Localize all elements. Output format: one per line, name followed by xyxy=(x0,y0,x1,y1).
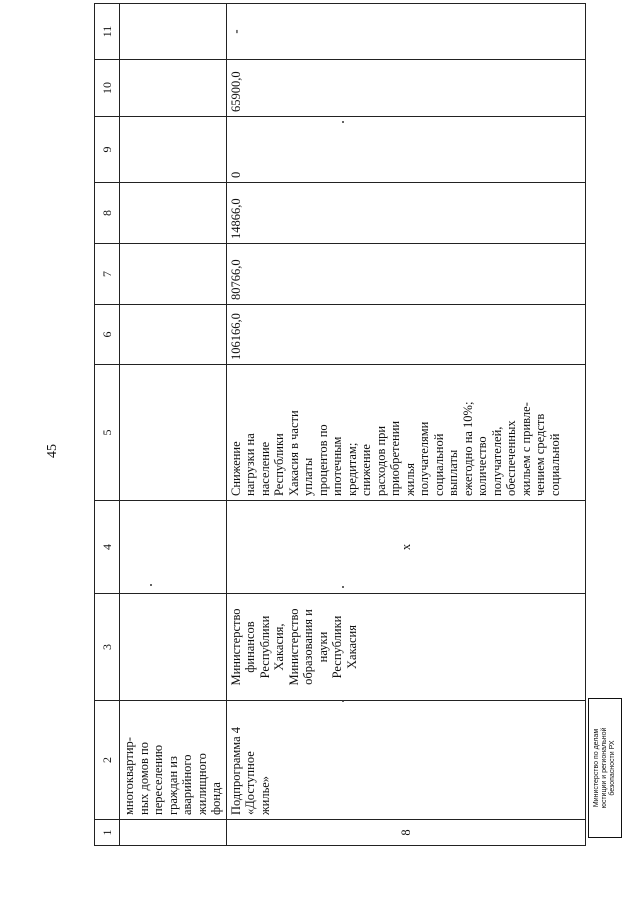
column-number: 4 xyxy=(95,501,120,594)
value-cell xyxy=(120,117,227,183)
value-cell: 0 xyxy=(226,117,586,183)
executor-cell: Министерство финансов Республики Хакасия, Министерство образования и науки Республики Хакасия xyxy=(226,594,586,701)
column-number: 9 xyxy=(95,117,120,183)
scan-speck xyxy=(342,586,344,588)
column-number: 2 xyxy=(95,701,120,820)
value-cell: 14866,0 xyxy=(226,183,586,244)
name-cell: Подпрограмма 4 «Доступное жилье» xyxy=(226,701,586,820)
row-number-cell xyxy=(120,820,227,846)
value-cell: 80766,0 xyxy=(226,244,586,305)
scan-speck xyxy=(342,700,344,702)
value-cell: 65900,0 xyxy=(226,60,586,117)
scan-speck xyxy=(150,584,152,586)
value-cell: 106166,0 xyxy=(226,305,586,365)
executor-cell xyxy=(120,594,227,701)
column-number-row xyxy=(95,4,120,846)
indicator-cell xyxy=(120,365,227,501)
page-number: 45 xyxy=(45,444,60,458)
column-number: 3 xyxy=(95,594,120,701)
column-number: 5 xyxy=(95,365,120,501)
stamp-text: Министерство по делам юстиции и региональной безопасности РХ xyxy=(593,727,616,809)
value-cell xyxy=(120,4,227,60)
column-number: 11 xyxy=(95,4,120,60)
program-table xyxy=(94,3,586,846)
value-cell xyxy=(120,183,227,244)
indicator-cell: Снижение нагрузки на население Республики Хакасия в части уплаты процентов по ипотечным кредитам; снижение расходов при приобретении жилья получателями социальной выплаты ежегодно на 10%; количество получателей, обеспеченных жильем с привле- чением средств социальной xyxy=(226,365,586,501)
column-number: 7 xyxy=(95,244,120,305)
column-number: 10 xyxy=(95,60,120,117)
deadline-cell xyxy=(120,501,227,594)
value-cell xyxy=(120,305,227,365)
table-row xyxy=(226,4,586,846)
column-number: 6 xyxy=(95,305,120,365)
deadline-cell: x xyxy=(226,501,586,594)
registration-stamp xyxy=(588,698,622,838)
row-number-cell: 8 xyxy=(226,820,586,846)
value-cell xyxy=(120,60,227,117)
name-cell: многоквартир- ных домов по переселению граждан из аварийного жилищного фонда xyxy=(120,701,227,820)
value-cell: - xyxy=(226,4,586,60)
table-rotated-container xyxy=(94,25,586,846)
table-row xyxy=(120,4,227,846)
value-cell xyxy=(120,244,227,305)
column-number: 8 xyxy=(95,183,120,244)
column-number: 1 xyxy=(95,820,120,846)
scan-speck xyxy=(342,121,344,123)
